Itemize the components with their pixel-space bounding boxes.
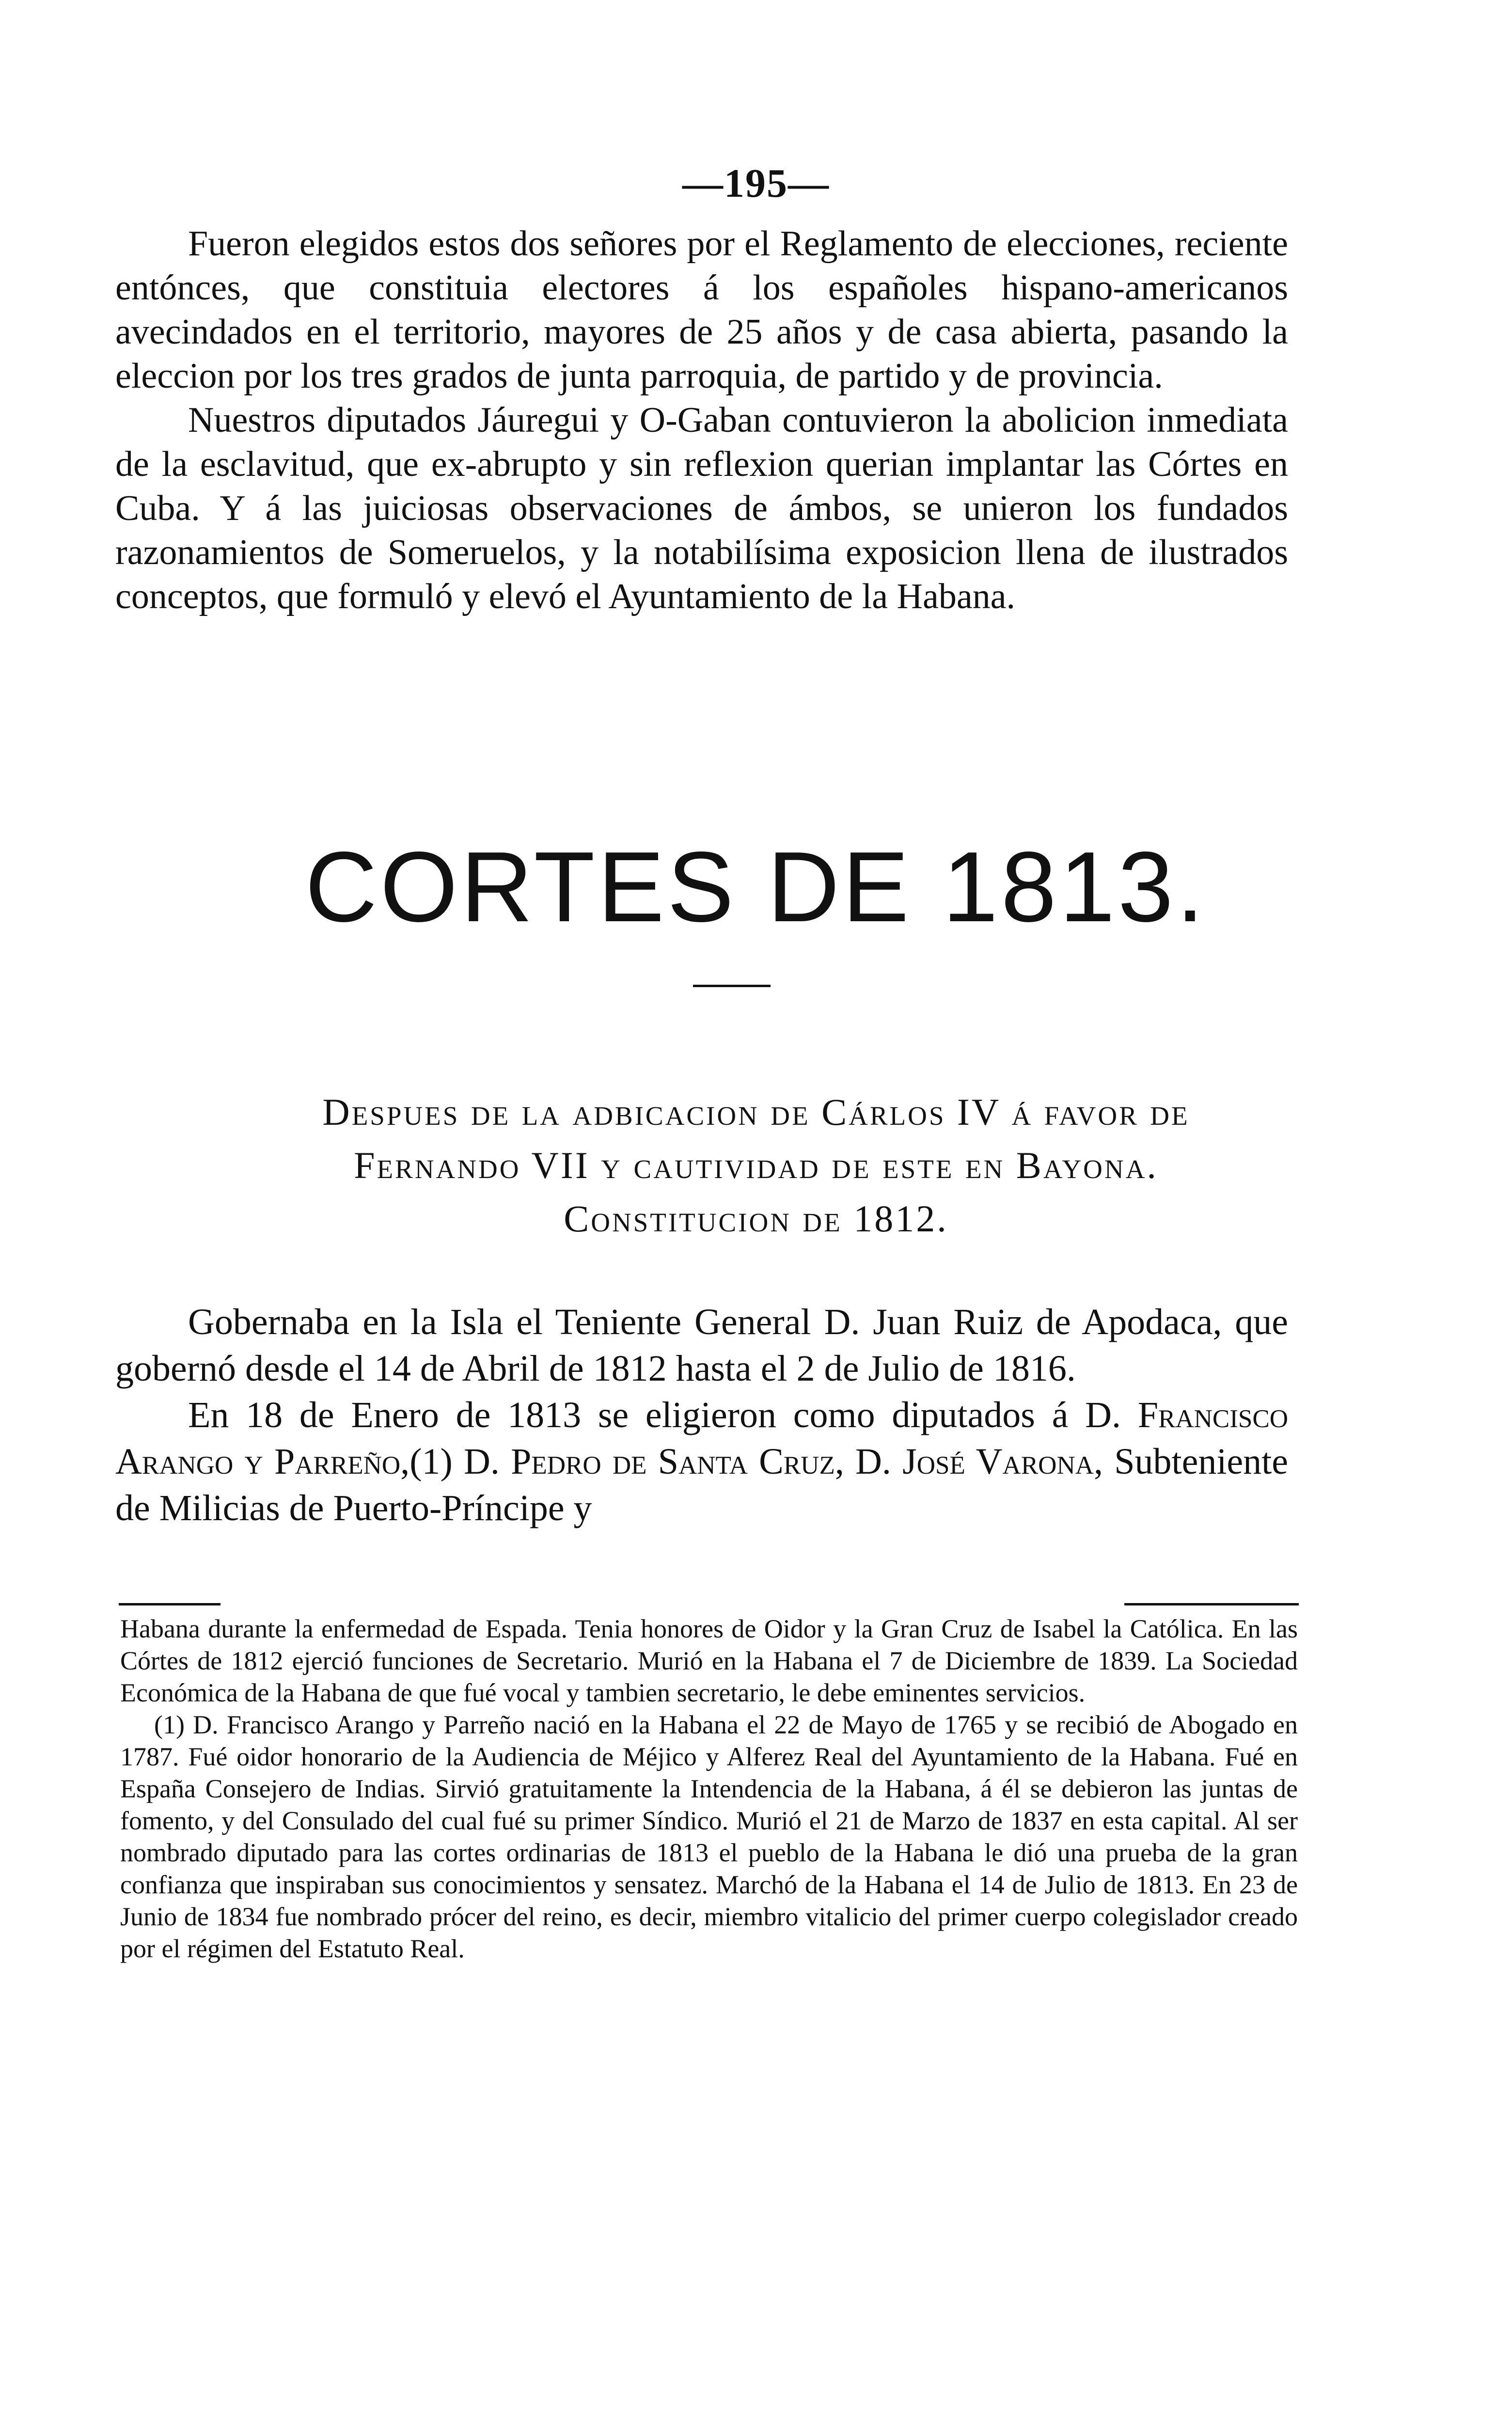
intro-paragraph-1: Fueron elegidos estos dos señores por el Reglamento de elecciones, reciente entónces, que constituia electores á los españoles hispano-americanos avecindados en el territorio, mayores de 25 años y de casa abierta, pasando la eleccion por los tres grados de junta parroquia, de partido y de provincia. <box>115 224 1288 396</box>
name-francisco-arango: Francisco Arango y Parreño, <box>115 1395 1288 1482</box>
name-pedro-santa-cruz: Pedro de Santa Cruz, <box>511 1441 844 1482</box>
footnote-1: (1) D. Francisco Arango y Parreño nació en la Habana el 22 de Mayo de 1765 y se recibió de Abogado en 1787. Fué oidor honorario de la Audiencia de Méjico y Alferez Real del Ayuntamiento de la Habana. Fué en España Consejero de Indias. Sirvió gratuitamente la Intendencia de la Habana, á él se debieron las juntas de fomento, y del Consulado del cual fué su primer Síndico. Murió el 21 de Marzo de 1837 en esta capital. Al ser nombrado diputado para las cortes ordinarias de 1813 el pueblo de la Habana le dió una prueba de la gran confianza que inspiraban sus conocimientos y sensatez. Marchó de la Habana el 14 de Julio de 1813. En 23 de Junio de 1834 fue nombrado prócer del reino, es decir, miembro vitalicio del primer cuerpo colegislador creado por el régimen del Estatuto Real. <box>120 1710 1298 1963</box>
title-rule <box>693 985 771 987</box>
footnotes <box>120 1613 1298 1965</box>
footnote-continued: Habana durante la enfermedad de Espada. Tenia honores de Oidor y la Gran Cruz de Isabel la Católica. En las Córtes de 1812 ejerció funciones de Secretario. Murió en la Habana el 7 de Diciembre de 1839. La Sociedad Económica de la Habana de que fué vocal y tambien secretario, le debe eminentes servicios. <box>120 1614 1298 1707</box>
footnote-ref-1: (1) D. <box>410 1441 500 1482</box>
page-number: —195— <box>682 161 830 206</box>
main-paragraph-1: Gobernaba en la Isla el Teniente General D. Juan Ruiz de Apodaca, que gobernó desde el 14 de Abril de 1812 hasta el 2 de Julio de 1816. <box>115 1302 1288 1389</box>
subtitle-line-1: Despues de la adbicacion de Cárlos IV á favor de <box>322 1091 1190 1133</box>
footnote-rule-right <box>1124 1603 1299 1605</box>
chapter-title: CORTES DE 1813. <box>305 831 1207 943</box>
intro-paragraph-2: Nuestros diputados Jáuregui y O-Gaban contuvieron la abolicion inmediata de la esclavitud, que ex-abrupto y sin reflexion querian implantar las Córtes en Cuba. Y á las juiciosas observaciones de ámbos, se unieron los fundados razonamientos de Someruelos, y la notabilísima exposicion llena de ilustrados conceptos, que formuló y elevó el Ayuntamiento de la Habana. <box>115 400 1288 616</box>
main-text <box>115 1299 1288 1531</box>
subtitle-line-2: Fernando VII y cautividad de este en Bayona. <box>354 1144 1158 1186</box>
name-jose-varona: José Varona, <box>902 1441 1103 1482</box>
subtitle-line-3: Constitucion de 1812. <box>564 1197 948 1240</box>
main-paragraph-2-lead: En 18 de Enero de 1813 se eligieron como diputados á D. <box>188 1395 1121 1435</box>
intro-text <box>115 222 1288 619</box>
footnote-rule-left <box>119 1603 220 1605</box>
main-paragraph-2-tail: Subteniente de Milicias de Puerto-Príncipe y <box>115 1441 1289 1528</box>
main-paragraph-2-d: D. <box>855 1441 891 1482</box>
chapter-subtitle <box>0 1086 1512 1245</box>
main-paragraph-2 <box>115 1392 1288 1531</box>
